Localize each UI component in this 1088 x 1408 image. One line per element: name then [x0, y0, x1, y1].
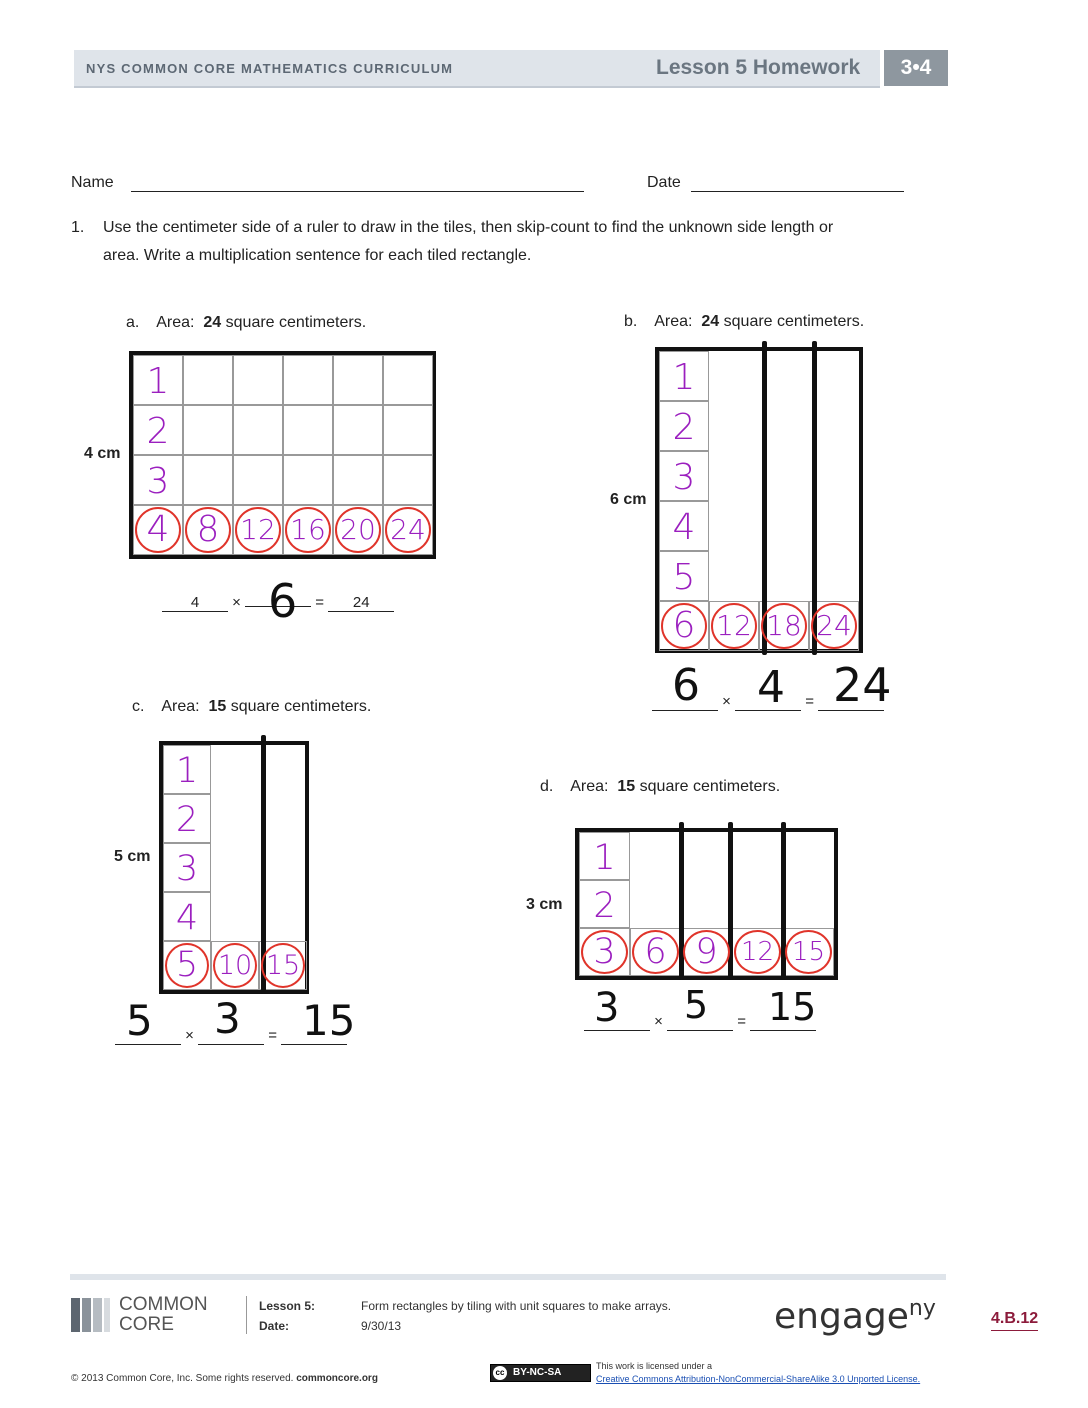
skip-count-number: 2 [175, 800, 199, 840]
skip-count-number: 24 [390, 513, 426, 546]
grid-tile [183, 455, 233, 505]
skip-count-number: 3 [175, 849, 199, 889]
skip-count-number: 2 [672, 407, 696, 448]
skip-count-number: 9 [695, 932, 718, 972]
grid-tile [233, 405, 283, 455]
part-a-heading [126, 314, 366, 332]
skip-count-number: 20 [340, 513, 376, 546]
skip-count-number: 1 [593, 838, 616, 878]
footer-date-label: Date: [259, 1319, 290, 1333]
engageny-brand: engage [774, 1296, 909, 1337]
copyright-text: © 2013 Common Core, Inc. Some rights reserved. [71, 1373, 294, 1384]
engageny-logo [774, 1296, 936, 1337]
part-a-area-value: 24 [203, 314, 222, 331]
logo-line1: COMMON [119, 1294, 208, 1315]
skip-count-number: 15 [791, 937, 826, 967]
skip-count-number: 3 [672, 457, 696, 498]
skip-count-number: 4 [175, 898, 199, 938]
grade-badge: 3•4 [884, 50, 948, 86]
part-b-area-value: 24 [701, 313, 720, 330]
grid-tile [283, 455, 333, 505]
cc-icon: cc [493, 1366, 507, 1380]
part-d-area-value: 15 [617, 778, 636, 795]
part-c-area-unit: square centimeters. [230, 698, 372, 715]
grid-tile [333, 455, 383, 505]
logo-line2: CORE [119, 1314, 174, 1335]
part-b-letter: b. [624, 313, 638, 330]
common-core-wordmark [119, 1295, 208, 1335]
part-c-heading [132, 698, 371, 716]
skip-count-number: 10 [217, 950, 253, 981]
skip-count-number: 15 [265, 950, 301, 981]
part-b-handwritten-product: 24 [833, 658, 892, 712]
skip-count-number: 5 [175, 945, 199, 985]
equals-sign: = [315, 594, 325, 611]
part-a-area-unit: square centimeters. [225, 314, 367, 331]
part-b-area-label: Area: [654, 313, 693, 330]
part-b-side-label: 6 cm [610, 491, 647, 508]
times-sign: × [654, 1013, 663, 1030]
skip-count-number: 3 [593, 932, 616, 972]
part-c-handwritten-product: 15 [302, 996, 356, 1045]
cc-badge-text: BY-NC-SA [513, 1367, 562, 1378]
part-a-handwritten-factor2: 6 [268, 574, 298, 628]
footer-divider [246, 1296, 247, 1334]
part-b-heading [624, 313, 864, 331]
part-a-side-label: 4 cm [84, 445, 121, 462]
part-d-side-label: 3 cm [526, 896, 563, 913]
skip-count-number: 12 [240, 513, 276, 546]
equals-sign: = [268, 1027, 278, 1044]
grid-tile [333, 405, 383, 455]
copyright [71, 1373, 378, 1384]
skip-count-number: 1 [672, 357, 696, 398]
skip-count-number: 2 [146, 411, 170, 452]
part-d-handwritten-factor2: 5 [684, 983, 709, 1027]
date-field[interactable] [691, 191, 904, 192]
date-label: Date [647, 174, 681, 191]
grid-tile [283, 355, 333, 405]
skip-count-number: 3 [146, 461, 170, 502]
cc-license-badge[interactable] [490, 1364, 591, 1382]
grid-tile [233, 455, 283, 505]
part-c-letter: c. [132, 698, 145, 715]
part-c-handwritten-factor2: 3 [214, 994, 241, 1043]
skip-count-number: 6 [644, 932, 667, 972]
part-c-area-label: Area: [161, 698, 200, 715]
page-code: 4.B.12 [991, 1310, 1038, 1331]
part-b-handwritten-factor2: 4 [757, 662, 785, 713]
part-b-rectangle [655, 347, 863, 653]
grid-tile [183, 405, 233, 455]
problem-number: 1. [71, 219, 85, 236]
copyright-site: commoncore.org [296, 1373, 378, 1384]
skip-count-number: 5 [672, 557, 696, 598]
part-d-area-unit: square centimeters. [639, 778, 781, 795]
part-d-handwritten-product: 15 [768, 985, 817, 1029]
times-sign: × [185, 1027, 194, 1044]
skip-count-number: 12 [740, 937, 775, 967]
part-c-handwritten-factor1: 5 [126, 996, 153, 1045]
curriculum-title: NYS COMMON CORE MATHEMATICS CURRICULUM [86, 61, 454, 76]
part-a-eq-product: 24 [328, 594, 394, 612]
grid-tile [183, 355, 233, 405]
grid-tile [333, 355, 383, 405]
times-sign: × [722, 693, 731, 710]
common-core-logo-icon [71, 1298, 111, 1332]
skip-count-number: 16 [290, 513, 326, 546]
part-a-letter: a. [126, 314, 140, 331]
footer-date-value: 9/30/13 [361, 1319, 402, 1333]
name-field[interactable] [131, 191, 584, 192]
skip-count-number: 4 [672, 507, 696, 548]
skip-count-number: 12 [716, 609, 752, 642]
skip-count-number: 1 [175, 751, 199, 791]
footer-lesson-label: Lesson 5: [259, 1299, 316, 1313]
skip-count-number: 18 [766, 609, 802, 642]
part-a-area-label: Area: [156, 314, 195, 331]
engageny-sup: ny [908, 1296, 936, 1321]
equals-sign: = [737, 1013, 747, 1030]
part-c-side-label: 5 cm [114, 848, 151, 865]
part-d-rectangle [575, 828, 838, 980]
part-b-area-unit: square centimeters. [723, 313, 865, 330]
license-line1: This work is licensed under a [596, 1361, 713, 1371]
problem-text-line1: Use the centimeter side of a ruler to draw in the tiles, then skip-count to find the unknown side length or [103, 219, 834, 236]
part-c-rectangle [159, 741, 309, 994]
name-label: Name [71, 174, 114, 191]
part-d-letter: d. [540, 778, 554, 795]
times-sign: × [232, 594, 241, 611]
skip-count-number: 24 [816, 609, 852, 642]
part-a-eq-factor1: 4 [162, 594, 228, 612]
part-d-heading [540, 778, 780, 796]
skip-count-number: 6 [672, 605, 696, 646]
grid-tile [383, 405, 433, 455]
footer-lesson-text: Form rectangles by tiling with unit squares to make arrays. [361, 1299, 672, 1313]
skip-count-number: 8 [196, 509, 220, 550]
footer-rule [70, 1274, 946, 1280]
part-d-area-label: Area: [570, 778, 609, 795]
skip-count-number: 4 [146, 509, 170, 550]
problem-text-line2: area. Write a multiplication sentence for each tiled rectangle. [103, 247, 532, 264]
grid-tile [383, 455, 433, 505]
skip-count-number: 2 [593, 886, 616, 926]
skip-count-number: 1 [146, 361, 170, 402]
equals-sign: = [805, 693, 815, 710]
part-a-rectangle [129, 351, 436, 559]
grid-tile [383, 355, 433, 405]
part-b-handwritten-factor1: 6 [672, 660, 700, 711]
part-c-area-value: 15 [208, 698, 227, 715]
part-d-handwritten-factor1: 3 [594, 985, 620, 1031]
grid-tile [283, 405, 333, 455]
grid-tile [233, 355, 283, 405]
lesson-title: Lesson 5 Homework [656, 56, 861, 79]
license-link[interactable]: Creative Commons Attribution-NonCommercial-ShareAlike 3.0 Unported License. [596, 1374, 921, 1384]
